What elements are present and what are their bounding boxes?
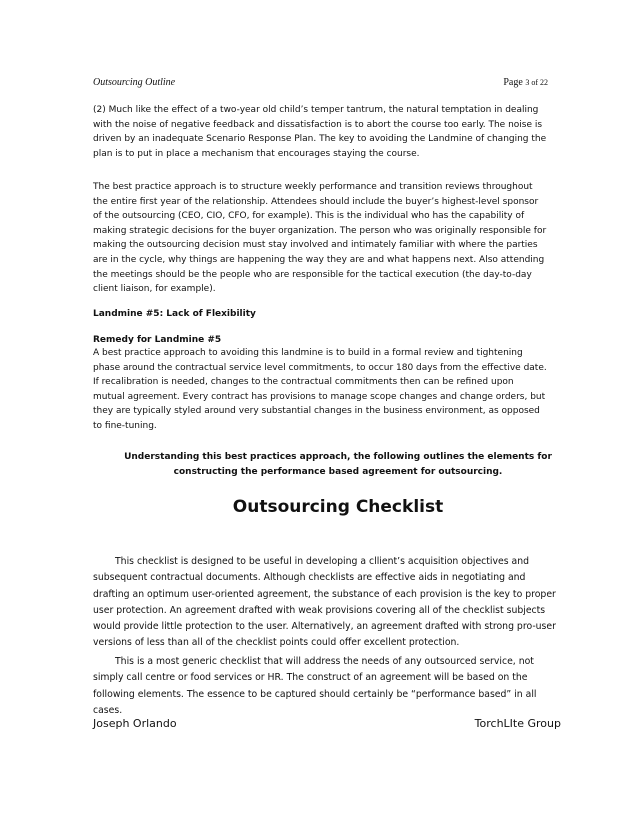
page-indicator <box>503 77 548 88</box>
footer-company: TorchLIte Group <box>474 717 561 730</box>
page-header <box>93 77 548 91</box>
paragraph-1: (2) Much like the effect of a two-year old child’s temper tantrum, the natural temptation in dealing with the noise of negative feedback and dissatisfaction is to abort the course too early. The noise is driven by an inadequate Scenario Response Plan. The key to avoiding the Landmine of changing the plan is to put in place a mechanism that encourages staying the course. <box>93 105 547 159</box>
checklist-paragraph-2-text: This is a most generic checklist that will address the needs of any outsourced service, not simply call centre or food services or HR. The construct of an agreement will be based on the following elements. The essence to be captured should certainly be “performance based” in all cases. <box>93 656 537 716</box>
header-title: Outsourcing Outline <box>93 77 176 88</box>
page-word: Page <box>503 77 523 88</box>
checklist-paragraph-2 <box>93 654 563 719</box>
page-footer <box>93 717 561 733</box>
landmine-heading: Landmine #5: Lack of Flexibility <box>93 309 256 319</box>
page-number: 3 of 22 <box>525 78 548 87</box>
paragraph-3: A best practice approach to avoiding this landmine is to build in a formal review and tightening phase around the contractual service level commitments, to occur 180 days from the effective date. If recalibration is needed, changes to the contractual commitments then can be refined upon mutual agreement. Every contract has provisions to manage scope changes and change orders, but they are typically styled around very substantial changes in the business environment, as opposed to fine-tuning. <box>93 348 547 431</box>
checklist-title: Outsourcing Checklist <box>232 497 444 517</box>
checklist-paragraph-1-text: This checklist is designed to be useful in developing a cllient’s acquisition objectives and subsequent contractual documents. Although checklists are effective aids in negotiating and drafting an optimum user-oriented agreement, the substance of each provision is the key to proper user protection. An agreement drafted with weak provisions covering all of the checklist subjects would provide little protection to the user. Alternatively, an agreement drafted with strong pro-user versions of less than all of the checklist points could offer excellent protection. <box>93 556 556 649</box>
remedy-heading: Remedy for Landmine #5 <box>93 335 222 345</box>
checklist-paragraph-1 <box>93 554 563 652</box>
checklist-intro: Understanding this best practices approach, the following outlines the elements for constructing the performance based agreement for outsourcing. <box>124 452 552 477</box>
footer-author: Joseph Orlando <box>93 717 177 730</box>
paragraph-2: The best practice approach is to structure weekly performance and transition reviews throughout the entire first year of the relationship. Attendees should include the buyer’s highest-level sponsor of the outsourcing (CEO, CIO, CFO, for example). This is the individual who has the capability of making strategic decisions for the buyer organization. The person who was originally responsible for making the outsourcing decision must stay involved and intimately familiar with where the parties are in the cycle, why things are happening the way they are and what happens next. Also attending the meetings should be the people who are responsible for the tactical execution (the day-to-day client liaison, for example). <box>93 182 547 295</box>
